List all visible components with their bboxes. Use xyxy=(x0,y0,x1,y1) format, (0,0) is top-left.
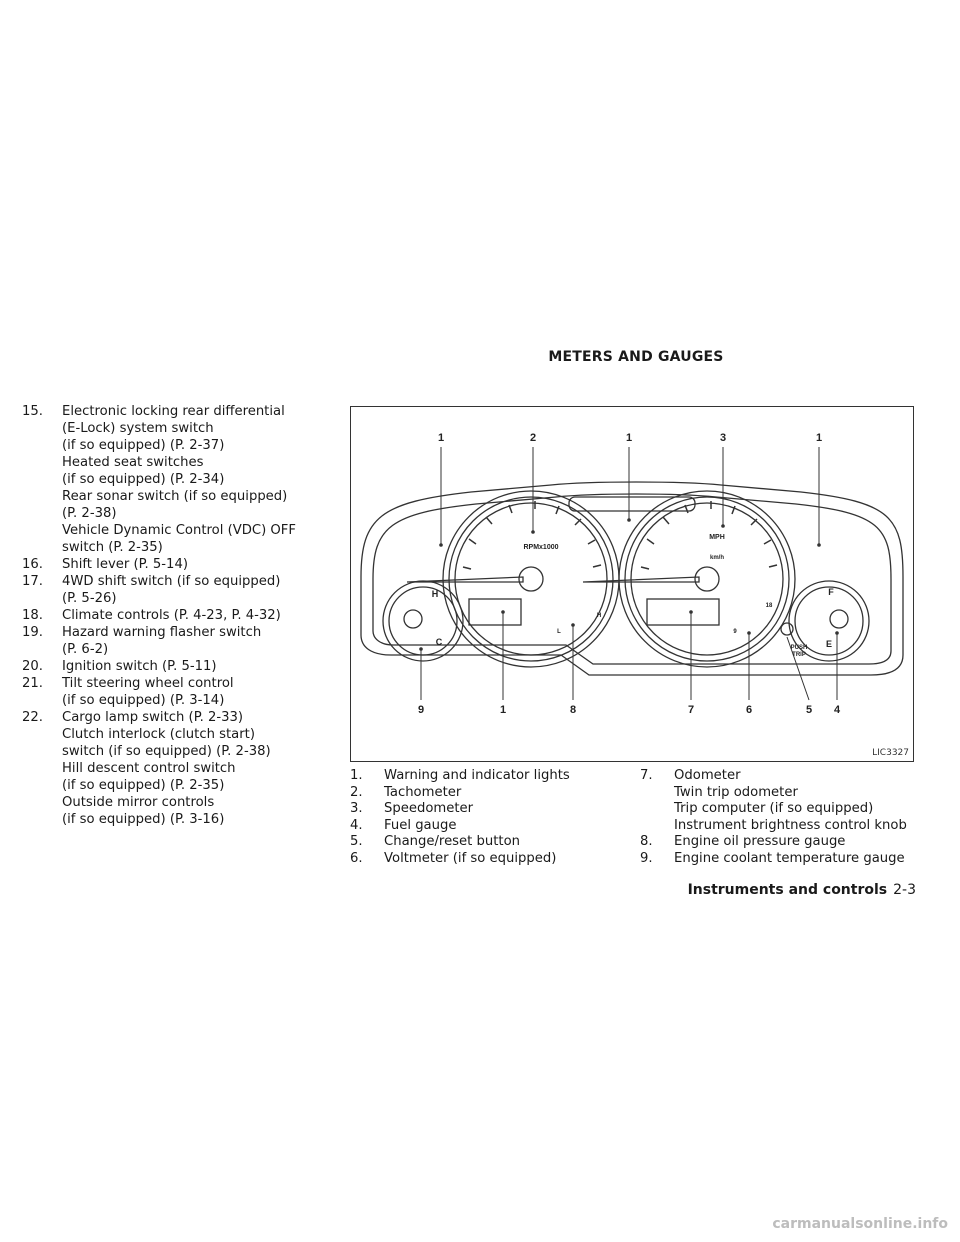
item-text xyxy=(384,785,640,802)
list-item xyxy=(640,851,930,868)
item-text xyxy=(674,834,930,851)
item-line: Change/reset button xyxy=(384,834,521,849)
trip-label: TRIP xyxy=(792,652,806,658)
item-line: Trip computer (if so equipped) xyxy=(674,801,874,816)
tach-display xyxy=(469,599,521,625)
speed-display xyxy=(647,599,719,625)
list-item xyxy=(350,834,640,851)
callout-bottom: 9 xyxy=(417,704,425,716)
list-item xyxy=(22,624,332,658)
speed-needle xyxy=(583,577,699,582)
item-line: Ignition switch (P. 5-11) xyxy=(62,659,217,674)
list-item xyxy=(350,768,640,785)
cluster-illustration xyxy=(351,407,913,761)
item-text xyxy=(62,658,332,675)
instrument-cluster-figure xyxy=(350,406,914,762)
item-number: 18. xyxy=(22,608,43,623)
item-text xyxy=(384,801,640,818)
item-line: switch (P. 2-35) xyxy=(62,540,163,555)
list-item xyxy=(350,818,640,835)
kmh-label: km/h xyxy=(709,555,725,561)
callout-top: 1 xyxy=(815,432,823,444)
item-line: Voltmeter (if so equipped) xyxy=(384,850,557,866)
item-number: 21. xyxy=(22,676,43,691)
item-line: Tilt steering wheel control xyxy=(62,676,234,691)
item-text xyxy=(62,403,332,556)
item-line: Rear sonar switch (if so equipped) xyxy=(62,489,288,504)
list-item xyxy=(640,768,930,834)
item-line: Cargo lamp switch (P. 2-33) xyxy=(62,710,244,725)
item-line: Odometer xyxy=(674,768,741,783)
item-line: Shift lever (P. 5-14) xyxy=(62,557,188,572)
oil-high-label: H xyxy=(596,613,602,619)
item-number: 5. xyxy=(350,834,363,849)
page-number: 2-3 xyxy=(893,882,916,898)
item-line: Hazard warning flasher switch xyxy=(62,625,262,640)
cluster-inner-housing xyxy=(373,494,891,664)
volt-low-label: 9 xyxy=(733,629,737,635)
list-item xyxy=(350,801,640,818)
item-line: 4WD shift switch (if so equipped) xyxy=(62,574,281,589)
item-line: Engine coolant temperature gauge xyxy=(674,850,905,866)
callout-bottom: 1 xyxy=(499,704,507,716)
list-item xyxy=(22,556,332,573)
tach-label: RPMx1000 xyxy=(523,544,559,551)
item-line: Heated seat switches xyxy=(62,455,204,470)
list-item xyxy=(350,851,640,868)
item-number: 22. xyxy=(22,710,43,725)
item-text xyxy=(384,768,640,785)
callout-top: 1 xyxy=(437,432,445,444)
item-text xyxy=(674,851,930,868)
fuel-empty-label: E xyxy=(825,639,833,649)
item-number: 16. xyxy=(22,557,43,572)
callout-bottom: 7 xyxy=(687,704,695,716)
item-number: 1. xyxy=(350,768,363,783)
item-line: Instrument brightness control knob xyxy=(674,817,907,833)
push-label: PUSH xyxy=(790,645,808,651)
item-number: 8. xyxy=(640,834,653,849)
item-text xyxy=(62,675,332,709)
list-item xyxy=(640,834,930,851)
list-item xyxy=(22,709,332,828)
item-line: (if so equipped) (P. 2-35) xyxy=(62,778,225,793)
list-item xyxy=(22,675,332,709)
temp-cold-label: C xyxy=(435,637,443,647)
list-item xyxy=(22,607,332,624)
item-line: Clutch interlock (clutch start) xyxy=(62,727,255,742)
item-text xyxy=(384,834,640,851)
item-line: (P. 6-2) xyxy=(62,642,109,657)
list-item xyxy=(350,785,640,802)
fuel-full-label: F xyxy=(828,587,834,597)
legend-right xyxy=(640,768,930,867)
item-text xyxy=(62,624,332,658)
callout-top: 1 xyxy=(625,432,633,444)
item-number: 17. xyxy=(22,574,43,589)
watermark: carmanualsonline.info xyxy=(772,1216,948,1232)
item-number: 20. xyxy=(22,659,43,674)
footer-section: Instruments and controls xyxy=(687,882,888,898)
item-number: 6. xyxy=(350,850,363,866)
list-item xyxy=(22,403,332,556)
volt-high-label: 18 xyxy=(765,603,773,609)
callout-bottom: 8 xyxy=(569,704,577,716)
item-line: Fuel gauge xyxy=(384,817,457,833)
item-line: (P. 5-26) xyxy=(62,591,117,606)
callout-top: 3 xyxy=(719,432,727,444)
left-item-list xyxy=(22,403,332,828)
item-line: (if so equipped) (P. 3-14) xyxy=(62,693,225,708)
item-number: 4. xyxy=(350,817,363,833)
item-line: Twin trip odometer xyxy=(674,784,798,800)
callout-bottom: 5 xyxy=(805,704,813,716)
item-number: 15. xyxy=(22,404,43,419)
callout-bottom: 4 xyxy=(833,704,841,716)
section-title: METERS AND GAUGES xyxy=(548,349,724,365)
item-line: Hill descent control switch xyxy=(62,761,236,776)
item-line: switch (if so equipped) (P. 2-38) xyxy=(62,744,271,759)
item-text xyxy=(62,607,332,624)
temp-gauge xyxy=(383,581,463,661)
mph-label: MPH xyxy=(709,534,725,541)
item-line: Electronic locking rear differential xyxy=(62,404,285,419)
item-text xyxy=(384,818,640,835)
figure-id: LIC3327 xyxy=(872,748,909,758)
item-text xyxy=(384,851,640,868)
item-text xyxy=(62,556,332,573)
callout-bottom: 6 xyxy=(745,704,753,716)
list-item xyxy=(22,658,332,675)
item-text xyxy=(674,768,930,834)
item-number: 7. xyxy=(640,768,653,783)
trip-knob xyxy=(781,623,793,635)
item-line: Warning and indicator lights xyxy=(384,768,570,783)
callout-top: 2 xyxy=(529,432,537,444)
item-line: (E-Lock) system switch xyxy=(62,421,214,436)
item-number: 9. xyxy=(640,850,653,866)
item-line: Tachometer xyxy=(384,784,462,800)
item-text xyxy=(62,709,332,828)
list-item xyxy=(22,573,332,607)
item-line: Speedometer xyxy=(384,801,474,816)
legend-left xyxy=(350,768,640,867)
oil-low-label: L xyxy=(557,629,561,635)
temp-hot-label: H xyxy=(431,589,439,599)
item-number: 3. xyxy=(350,801,363,816)
item-line: Climate controls (P. 4-23, P. 4-32) xyxy=(62,608,281,623)
item-text xyxy=(62,573,332,607)
page-footer xyxy=(688,882,916,898)
item-line: (if so equipped) (P. 2-37) xyxy=(62,438,225,453)
item-line: Outside mirror controls xyxy=(62,795,215,810)
item-line: (if so equipped) (P. 2-34) xyxy=(62,472,225,487)
item-number: 2. xyxy=(350,784,363,800)
item-line: (P. 2-38) xyxy=(62,506,117,521)
item-line: Engine oil pressure gauge xyxy=(674,834,846,849)
item-line: (if so equipped) (P. 3-16) xyxy=(62,812,225,827)
item-line: Vehicle Dynamic Control (VDC) OFF xyxy=(62,523,296,538)
item-number: 19. xyxy=(22,625,43,640)
